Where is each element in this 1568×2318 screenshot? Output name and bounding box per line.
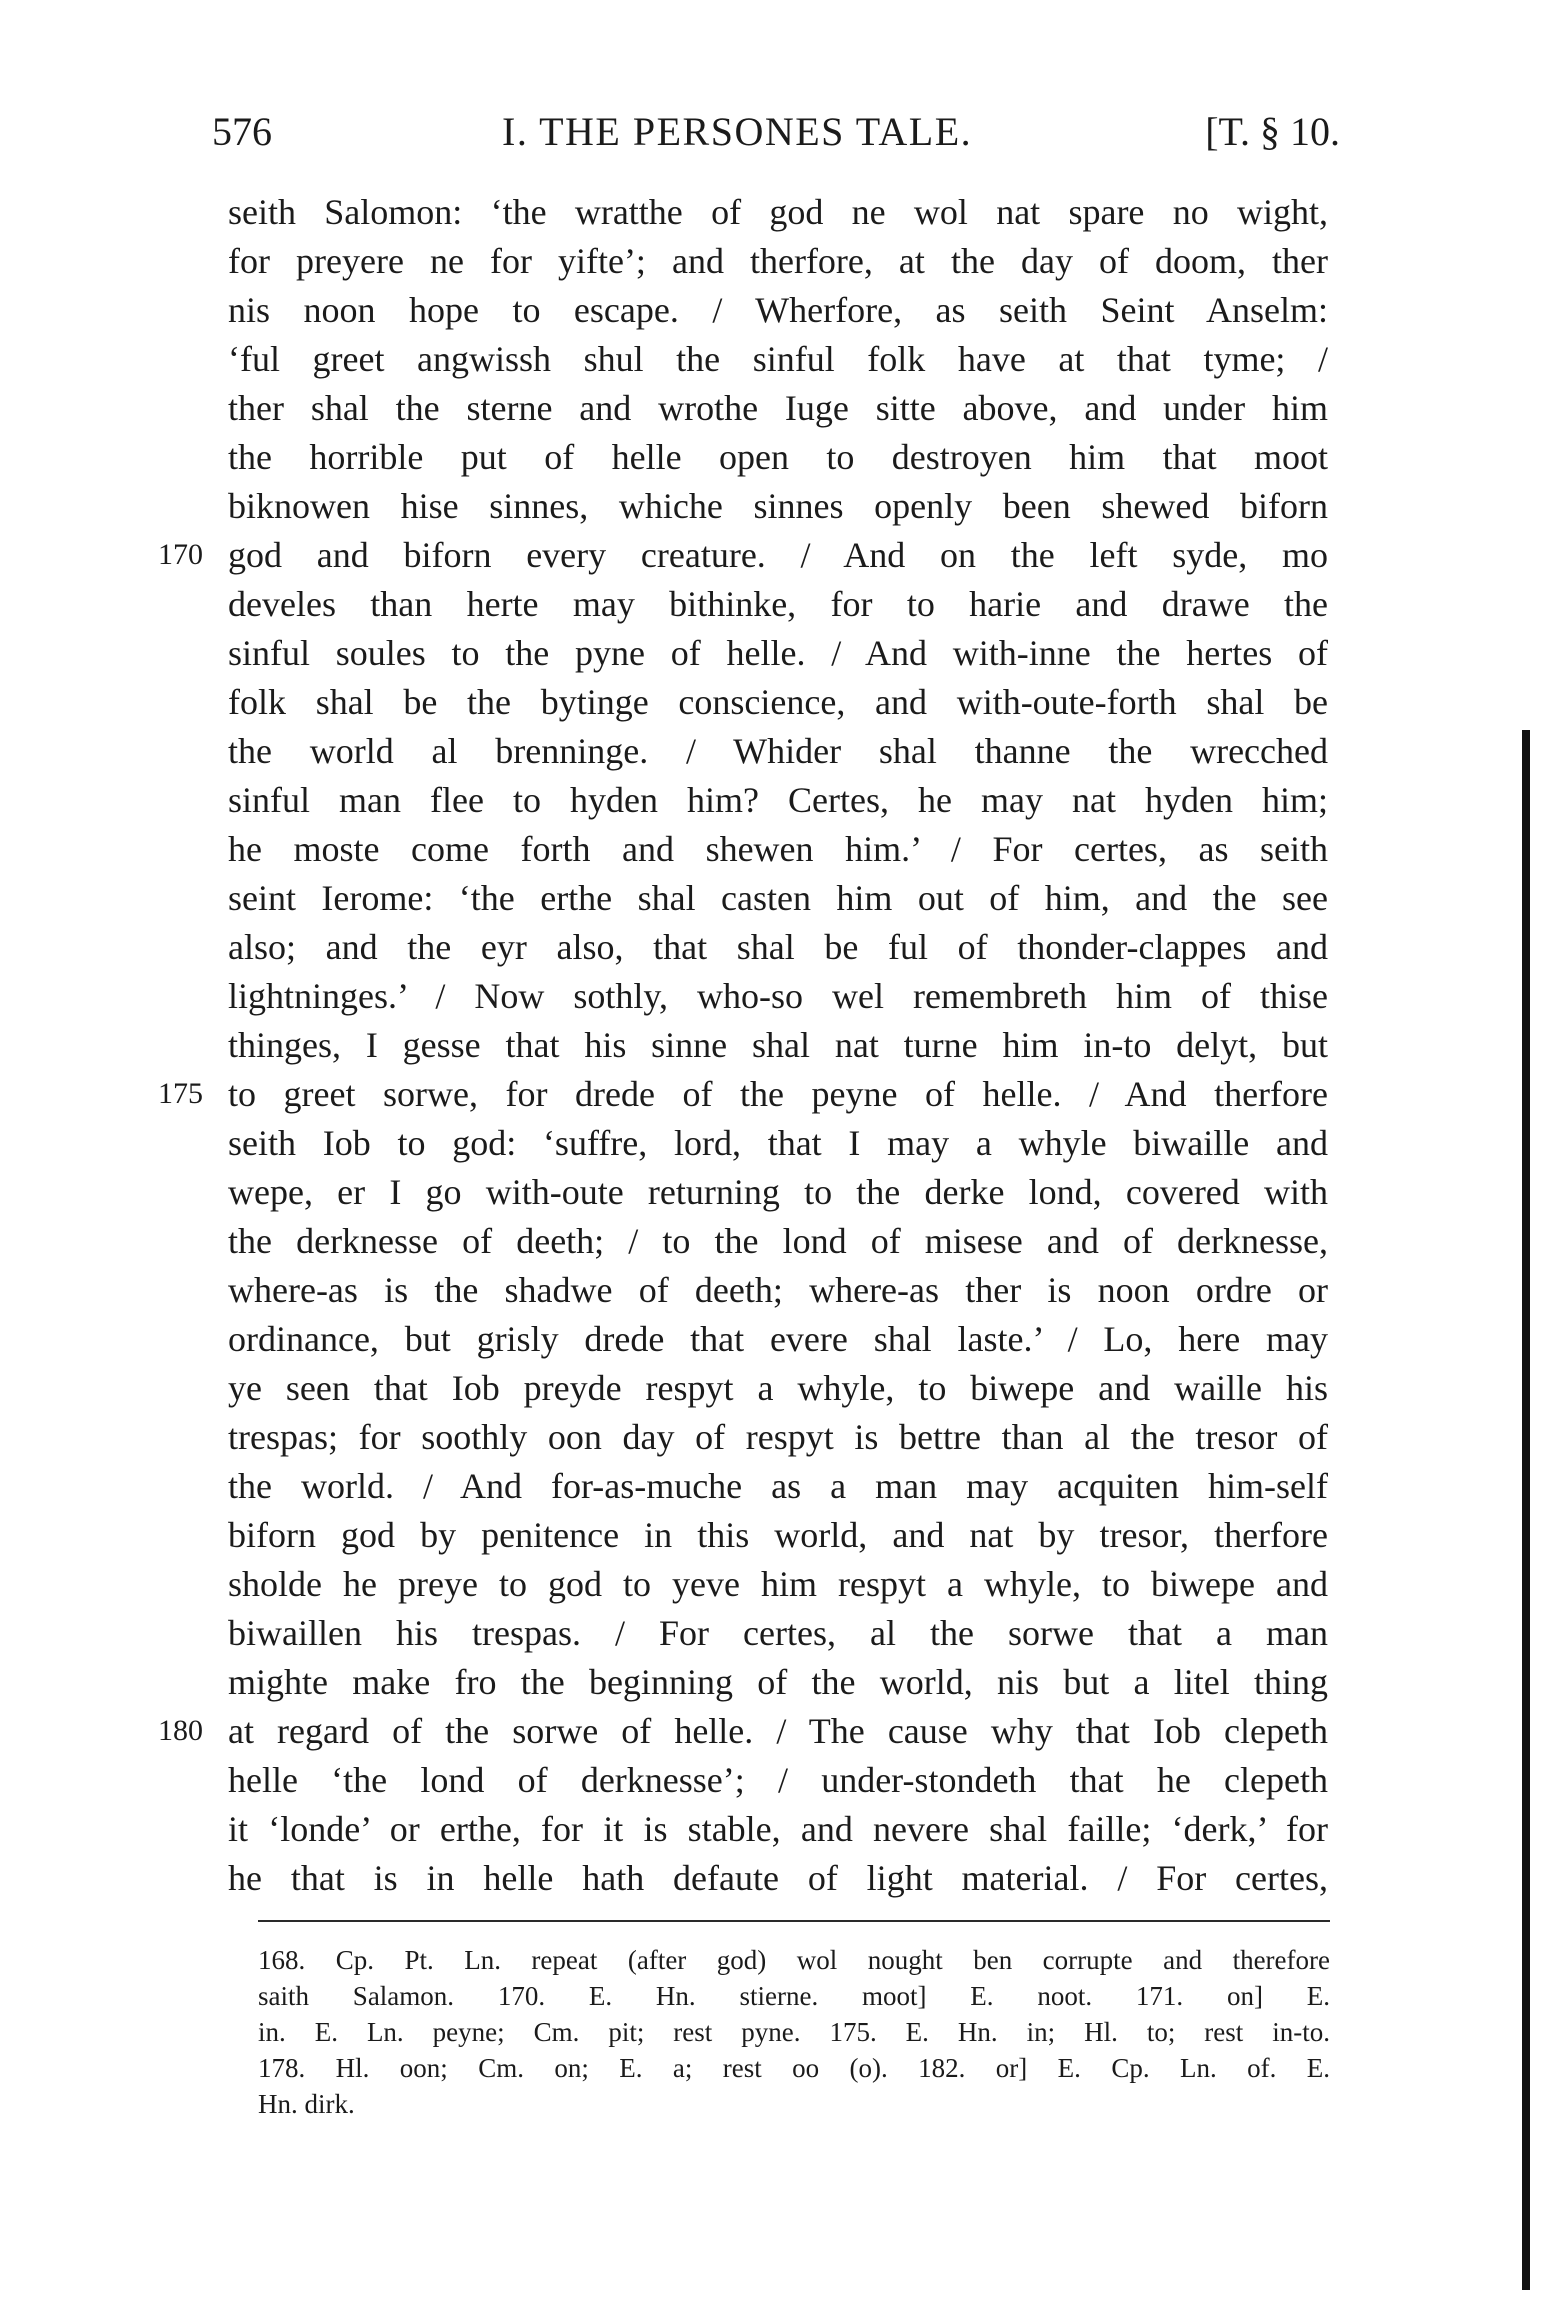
text-line: folk shal be the bytinge conscience, and with-oute-forth shal be: [228, 682, 1328, 722]
text-line: biforn god by penitence in this world, and nat by tresor, therfore: [228, 1515, 1328, 1555]
text-line: ye seen that Iob preyde respyt a whyle, to biwepe and waille his: [228, 1368, 1328, 1408]
text-line: also; and the eyr also, that shal be ful of thonder-clappes and: [228, 927, 1328, 967]
text-line: god and biforn every creature. / And on the left syde, mo: [228, 535, 1328, 575]
text-line: where-as is the shadwe of deeth; where-as ther is noon ordre or: [228, 1270, 1328, 1310]
footnote-line: Hn. dirk.: [258, 2089, 355, 2119]
text-line: ordinance, but grisly drede that evere shal laste.’ / Lo, here may: [228, 1319, 1328, 1359]
text-line: thinges, I gesse that his sinne shal nat turne him in-to delyt, but: [228, 1025, 1328, 1065]
text-line: for preyere ne for yifte’; and therfore, at the day of doom, ther: [228, 241, 1328, 281]
text-line: trespas; for soothly oon day of respyt is bettre than al the tresor of: [228, 1417, 1328, 1457]
text-line: seith Salomon: ‘the wratthe of god ne wol nat spare no wight,: [228, 192, 1328, 232]
text-line: seint Ierome: ‘the erthe shal casten him out of him, and the see: [228, 878, 1328, 918]
text-line: the world. / And for-as-muche as a man may acquiten him-self: [228, 1466, 1328, 1506]
text-line: sinful soules to the pyne of helle. / And with-inne the hertes of: [228, 633, 1328, 673]
text-line: helle ‘the lond of derknesse’; / under-stondeth that he clepeth: [228, 1760, 1328, 1800]
running-header: [212, 108, 1340, 164]
text-line: he moste come forth and shewen him.’ / For certes, as seith: [228, 829, 1328, 869]
text-line: nis noon hope to escape. / Wherfore, as seith Seint Anselm:: [228, 290, 1328, 330]
line-number: 175: [158, 1077, 203, 1110]
section-reference: [T. § 10.: [1205, 109, 1340, 154]
text-line: sinful man flee to hyden him? Certes, he may nat hyden him;: [228, 780, 1328, 820]
text-line: the world al brenninge. / Whider shal thanne the wrecched: [228, 731, 1328, 771]
line-number: 170: [158, 538, 203, 571]
text-line: the horrible put of helle open to destroyen him that moot: [228, 437, 1328, 477]
text-line: he that is in helle hath defaute of light material. / For certes,: [228, 1858, 1328, 1898]
line-number: 180: [158, 1714, 203, 1747]
text-line: biknowen hise sinnes, whiche sinnes openly been shewed biforn: [228, 486, 1328, 526]
text-line: lightninges.’ / Now sothly, who-so wel remembreth him of thise: [228, 976, 1328, 1016]
text-line: sholde he preye to god to yeve him respyt a whyle, to biwepe and: [228, 1564, 1328, 1604]
scan-edge-shadow: [1522, 730, 1530, 2290]
page-title: I. THE PERSONES TALE.: [502, 109, 973, 154]
text-line: biwaillen his trespas. / For certes, al the sorwe that a man: [228, 1613, 1328, 1653]
footnote-line: in. E. Ln. peyne; Cm. pit; rest pyne. 175. E. Hn. in; Hl. to; rest in-to.: [258, 2017, 1330, 2047]
page-number: 576: [212, 109, 272, 154]
footnote-line: 178. Hl. oon; Cm. on; E. a; rest oo (o). 182. or] E. Cp. Ln. of. E.: [258, 2053, 1330, 2083]
text-line: at regard of the sorwe of helle. / The cause why that Iob clepeth: [228, 1711, 1328, 1751]
text-line: to greet sorwe, for drede of the peyne of helle. / And therfore: [228, 1074, 1328, 1114]
text-line: develes than herte may bithinke, for to harie and drawe the: [228, 584, 1328, 624]
footnote-line: 168. Cp. Pt. Ln. repeat (after god) wol nought ben corrupte and therefore: [258, 1945, 1330, 1975]
footnote-line: saith Salamon. 170. E. Hn. stierne. moot] E. noot. 171. on] E.: [258, 1981, 1330, 2011]
text-line: ther shal the sterne and wrothe Iuge sitte above, and under him: [228, 388, 1328, 428]
text-line: wepe, er I go with-oute returning to the derke lond, covered with: [228, 1172, 1328, 1212]
text-line: seith Iob to god: ‘suffre, lord, that I may a whyle biwaille and: [228, 1123, 1328, 1163]
text-line: mighte make fro the beginning of the world, nis but a litel thing: [228, 1662, 1328, 1702]
text-line: the derknesse of deeth; / to the lond of misese and of derknesse,: [228, 1221, 1328, 1261]
text-line: ‘ful greet angwissh shul the sinful folk have at that tyme; /: [228, 339, 1328, 379]
footnote-rule: [258, 1920, 1330, 1922]
text-line: it ‘londe’ or erthe, for it is stable, and nevere shal faille; ‘derk,’ for: [228, 1809, 1328, 1849]
